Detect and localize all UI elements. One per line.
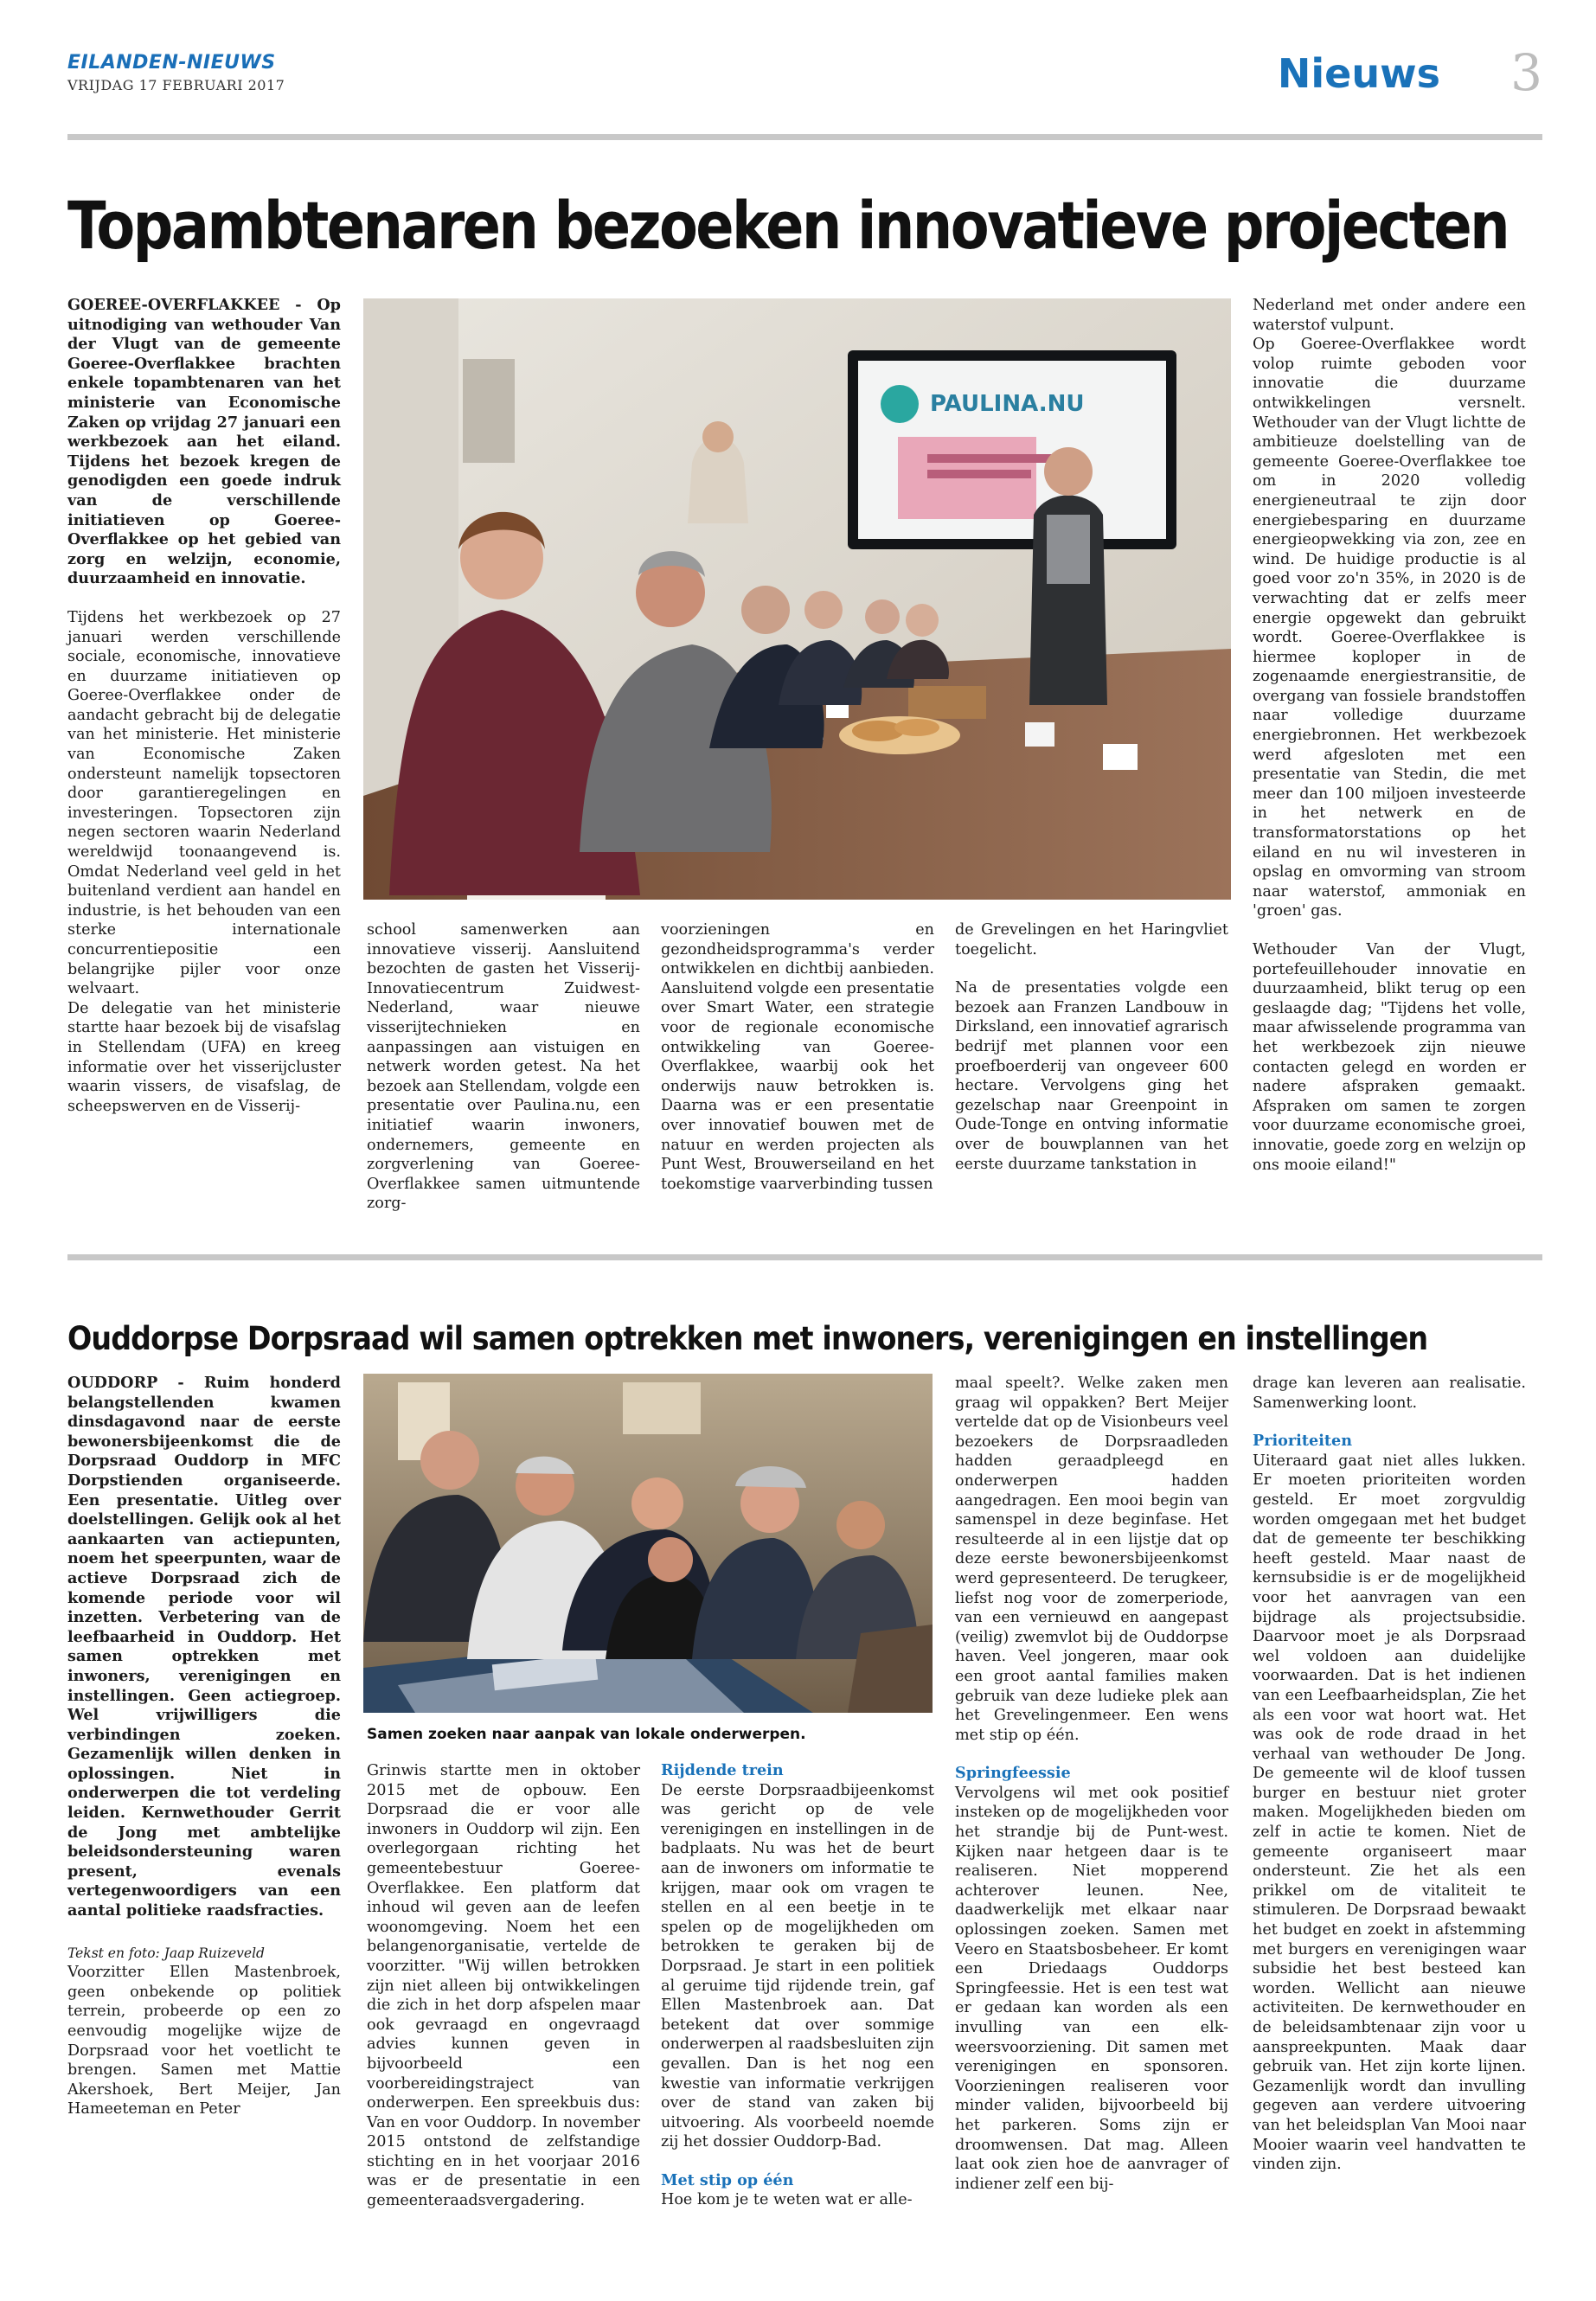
article2-headline: Ouddorpse Dorpsraad wil samen optrekken met inwoners, verenigingen en instellingen: [67, 1320, 1428, 1357]
article2-column-1: [67, 1374, 341, 2119]
article1-paragraph: school samenwerken aan innovatieve visserij. Aansluitend bezochten de gasten het Visserij-Innovatiecentrum Zuidwest-Nederland, waar nieuwe visserijtechnieken en aanpassingen aan vistuigen en netwerk worden getest. Na het bezoek aan Stellendam, volgde een presentatie over Paulina.nu, een initiatief waarin inwoners, ondernemers, gemeente en zorgverlening van Goeree-Overflakkee samen uitmuntende zorg-: [367, 921, 640, 1213]
article1-paragraph: De delegatie van het ministerie startte haar bezoek bij de visafslag in Stellendam (UFA) en kreeg informatie over het visserijcluster waarin vissers, de visafslag, de scheepswerven en de Visserij-: [67, 999, 341, 1115]
article1-headline: Topambtenaren bezoeken innovatieve projecten: [67, 187, 1509, 264]
issue-date: VRIJDAG 17 FEBRUARI 2017: [67, 77, 285, 93]
article1-column-2: [367, 920, 640, 1214]
masthead: [67, 52, 285, 93]
article2-paragraph: drage kan leveren aan realisatie. Samenwerking loont.: [1253, 1375, 1526, 1412]
article2-dateline: OUDDORP -: [67, 1374, 204, 1392]
article2-photo: [363, 1374, 933, 1713]
article1-lead: Op uitnodiging van wethouder Van der Vlugt van de gemeente Goeree-Overflakkee brachten enkele topambtenaren van het ministerie van Economische Zaken op vrijdag 27 januari een werkbezoek aan het eiland. Tijdens het bezoek kregen de genodigden een goede indruk van de verschillende initiatieven op Goeree-Overflakkee op het gebied van zorg en welzijn, economie, duurzaamheid en innovatie.: [67, 296, 341, 588]
article2-column-2: [367, 1761, 640, 2211]
article1-paragraph: Op Goeree-Overflakkee wordt volop ruimte geboden voor innovatie die duurzame ontwikkelingen versnelt. Wethouder van der Vlugt lichtte de ambitieuze doelstelling van de gemeente Goeree-Overflakkee toe om in 2020 volledig energieneutraal te zijn door energiebesparing en duurzame energieopwekking via zon, zee en wind. De huidige productie is al goed voor zo'n 35%, in 2020 is de verwachting dat er zelfs meer energie opgewekt dan gebruikt wordt. Goeree-Overflakkee is hiermee koploper in de zogenaamde energiestransitie, de overgang van fossiele brandstoffen naar volledige duurzame energiebronnen. Het werkbezoek werd afgesloten met een presentatie van Stedin, die met meer dan 100 miljoen investeerde in het netwerk en de transformatorstations op het eiland en nu wil investeren in opslag en omvorming van stroom naar waterstof, ammoniak en 'groen' gas.: [1253, 336, 1526, 920]
photo-credit: Tekst en foto: Jaap Ruizeveld: [67, 1945, 265, 1961]
article1-paragraph: Na de presentaties volgde een bezoek aan Franzen Landbouw in Dirksland, een innovatief agrarisch bedrijf met plannen voor een proefboerderij van ongeveer 600 hectare. Vervolgens ging het gezelschap naar Greenpoint in Oude-Tonge en ontving informatie over de bouwplannen van het eerste duurzame tankstation in: [955, 979, 1228, 1173]
article1-paragraph: Nederland met onder andere een waterstof vulpunt.: [1253, 297, 1526, 334]
article1-column-4: [955, 920, 1228, 1174]
article1-quote: Wethouder Van der Vlugt, portefeuillehouder innovatie en duurzaamheid, blikt terug op een geslaagde dag; "Tijdens het volle, maar afwisselende programma van het werkbezoek zijn nieuwe contacten gelegd en worden er nadere afspraken gemaakt. Afspraken om samen te zorgen voor duurzame economische groei, innovatie, goede zorg en welzijn op ons mooie eiland!": [1253, 941, 1526, 1174]
article2-paragraph: Voorzitter Ellen Mastenbroek, geen onbekende op politiek terrein, probeerde op een zo eenvoudig mogelijke wijze de Dorpsraad voor het voetlicht te brengen. Samen met Mattie Akershoek, Bert Meijer, Jan Hameeteman en Peter: [67, 1964, 341, 2118]
section-label: Nieuws: [1277, 50, 1440, 97]
section-rule: [67, 1254, 1542, 1260]
article2-column-5: [1253, 1374, 1526, 2175]
article1-photo: [363, 298, 1231, 900]
article2-paragraph: Grinwis startte men in oktober 2015 met de opbouw. Een Dorpsraad die er voor alle inwoners in Ouddorp wil zijn. Een overlegorgaan richting het gemeentebestuur Goeree-Overflakkee. Een platform dat inhoud wil geven aan de leefen woonomgeving. Noem het een belangenorganisatie, vertelde de voorzitter. "Wij willen betrokken zijn niet alleen bij ontwikkelingen die zich in het dorp afspelen maar ook gevraagd en ongevraagd advies kunnen geven in bijvoorbeeld een voorbereidingstraject van onderwerpen. Een spreekbuis dus: Van en voor Ouddorp. In november 2015 ontstond de zelfstandige stichting en in het voorjaar 2016 was er de presentatie in een gemeenteraadsvergadering.: [367, 1762, 640, 2210]
photo-caption: Samen zoeken naar aanpak van lokale onderwerpen.: [367, 1726, 806, 1743]
article1-column-1: [67, 296, 341, 1116]
article1-paragraph: Tijdens het werkbezoek op 27 januari werden verschillende sociale, economische, innovatieve en duurzame initiatieven op Goeree-Overflakkee onder de aandacht gebracht bij de delegatie van het ministerie. Het ministerie van Economische Zaken ondersteunt namelijk topsectoren door garantieregelingen en investeringen. Topsectoren zijn negen sectoren waarin Nederland wereldwijd toonaangevend is. Omdat Nederland veel geld in het buitenland verdient aan handel en industrie, is het behouden van een sterke internationale concurrentiepositie een belangrijke pijler voor onze welvaart.: [67, 608, 341, 998]
article2-paragraph: maal speelt?. Welke zaken men graag wil oppakken? Bert Meijer vertelde dat op de Visionbeurs veel bezoekers de Dorpsraadleden hadden geraadpleegd en onderwerpen hadden aangedragen. Een mooi begin van samenspel in deze beginfase. Het resulteerde al in een lijstje dat op deze eerste bewonersbijeenkomst werd gepresenteerd. De terugkeer, liefst nog voor de zomerperiode, van een vernieuwd en aangepast (veilig) zwemvlot bij de Ouddorpse haven. Veel jongeren, maar ook een groot aantal families maken gebruik van deze ludieke plek aan het Grevelingenmeer. Een wens met stip op één.: [955, 1375, 1228, 1744]
screen-title: PAULINA.NU: [930, 391, 1085, 417]
article2-paragraph: De eerste Dorpsraadbijeenkomst was gericht op de vele verenigingen en instellingen in de badplaats. Nu was het de beurt aan de inwoners om informatie te krijgen, maar ook om vragen te stellen en al een beetje in te spelen op de mogelijkheden om betrokken te geraken bij de Dorpsraad. Je start in een politiek al geruime tijd rijdende trein, gaf Ellen Mastenbroek aan. Dat betekent dat over sommige onderwerpen al raadsbesluiten zijn gevallen. Dan is het nog een kwestie van informatie verkrijgen over de stand van zaken bij uitvoering. Als voorbeeld noemde zij het dossier Ouddorp-Bad.: [661, 1781, 934, 2151]
article1-dateline: GOEREE-OVERFLAKKEE -: [67, 296, 317, 314]
article2-column-3: [661, 1761, 934, 2210]
subhead-prioriteiten: Prioriteiten: [1253, 1432, 1352, 1451]
article2-paragraph: Vervolgens wil met ook positief insteken op de mogelijkheden voor het strandje bij de Punt-west. Kijken naar hetgeen daar is te realiseren. Niet mopperend achterover leunen. Nee, daadwerkelijk met elkaar naar oplossingen zoeken. Samen met Veero en Staatsbosbeheer. Er komt een Driedaags Ouddorps Springfeessie. Het is een test wat er gedaan kan worden als een invulling van een elk-weersvoorziening. Dit samen met verenigingen en sponsoren. Voorzieningen realiseren voor minder validen, bijvoorbeeld bij het parkeren. Soms zijn er droomwensen. Dat mag. Alleen laat ook zien hoe de aanvrager of indiener zelf een bij-: [955, 1784, 1228, 2193]
article1-column-3: [661, 920, 934, 1194]
subhead-rijdende-trein: Rijdende trein: [661, 1761, 784, 1779]
article1-paragraph: voorzieningen en gezondheidsprogramma's verder ontwikkelen en dichtbij aanbieden. Aansluitend volgde een presentatie over Smart Water, een strategie voor de regionale economische ontwikkeling van Goeree-Overflakkee, waarbij ook het onderwijs nauw betrokken is. Daarna was er een presentatie over innovatief bouwen met de natuur en werden projecten als Punt West, Brouwerseiland en het toekomstige vaarverbinding tussen: [661, 921, 934, 1193]
article2-column-4: [955, 1374, 1228, 2194]
article1-column-5: [1253, 296, 1526, 1175]
top-rule: [67, 134, 1542, 140]
article2-paragraph: Hoe kom je te weten wat er alle-: [661, 2191, 913, 2209]
article2-paragraph: Uiteraard gaat niet alles lukken. Er moeten prioriteiten worden gesteld. Er moet zorgvuldig worden omgegaan met het budget dat de gemeente ter beschikking heeft gesteld. Maar naast de kernsubsidie is er de mogelijkheid voor het aanvragen van een bijdrage als projectsubsidie. Daarvoor moet je als Dorpsraad wel voldoen aan duidelijke voorwaarden. Dat is het indienen van een Leefbaarheidsplan, Zie het als een voor wat hoort wat. Het was ook de rode draad in het verhaal van wethouder De Jong. De gemeente wil de kloof tussen burger en bestuur niet groter maken. Mogelijkheden bieden om zelf in actie te komen. Niet de gemeente organiseert maar ondersteunt. Zie het als een prikkel om de vitaliteit te stimuleren. De Dorpsraad bewaakt het budget en zoekt in afstemming met burgers en verenigingen waar subsidie het best besteed kan worden. Wellicht aan nieuwe activiteiten. De kernwethouder en de beleidsambtenaar zijn voor u aanspreekpunten. Maak daar gebruik van. Het zijn korte lijnen. Gezamenlijk wordt dan invulling gegeven aan verdere uitvoering van het beleidsplan Van Mooi naar Mooier waarin veel handvatten te vinden zijn.: [1253, 1452, 1526, 2174]
subhead-met-stip-op-een: Met stip op één: [661, 2170, 794, 2189]
article1-intro: [67, 296, 341, 589]
newspaper-logo: EILANDEN-NIEUWS: [67, 52, 276, 74]
page-number: 3: [1510, 43, 1542, 102]
article2-lead: Ruim honderd belangstellenden kwamen dinsdagavond naar de eerste bewonersbijeenkomst die de Dorpsraad Ouddorp in MFC Dorpstienden organiseerde. Een presentatie. Uitleg over doelstellingen. Gelijk ook al het aankaarten van actiepunten, noem het speerpunten, waar de actieve Dorpsraad zich de komende periode voor wil inzetten. Verbetering van de leefbaarheid in Ouddorp. Het samen optrekken met inwoners, verenigingen en instellingen. Geen actiegroep. Wel vrijwilligers die verbindingen zoeken. Gezamenlijk willen denken in oplossingen. Niet in onderwerpen die tot verdeling leiden. Kernwethouder Gerrit de Jong met ambtelijke beleidsondersteuning waren present, evenals vertegenwoordigers van een aantal politieke raadsfracties.: [67, 1374, 341, 1920]
article2-intro: [67, 1374, 341, 1921]
subhead-springfeessie: Springfeessie: [955, 1764, 1071, 1783]
article1-paragraph: de Grevelingen en het Haringvliet toegelicht.: [955, 921, 1228, 958]
